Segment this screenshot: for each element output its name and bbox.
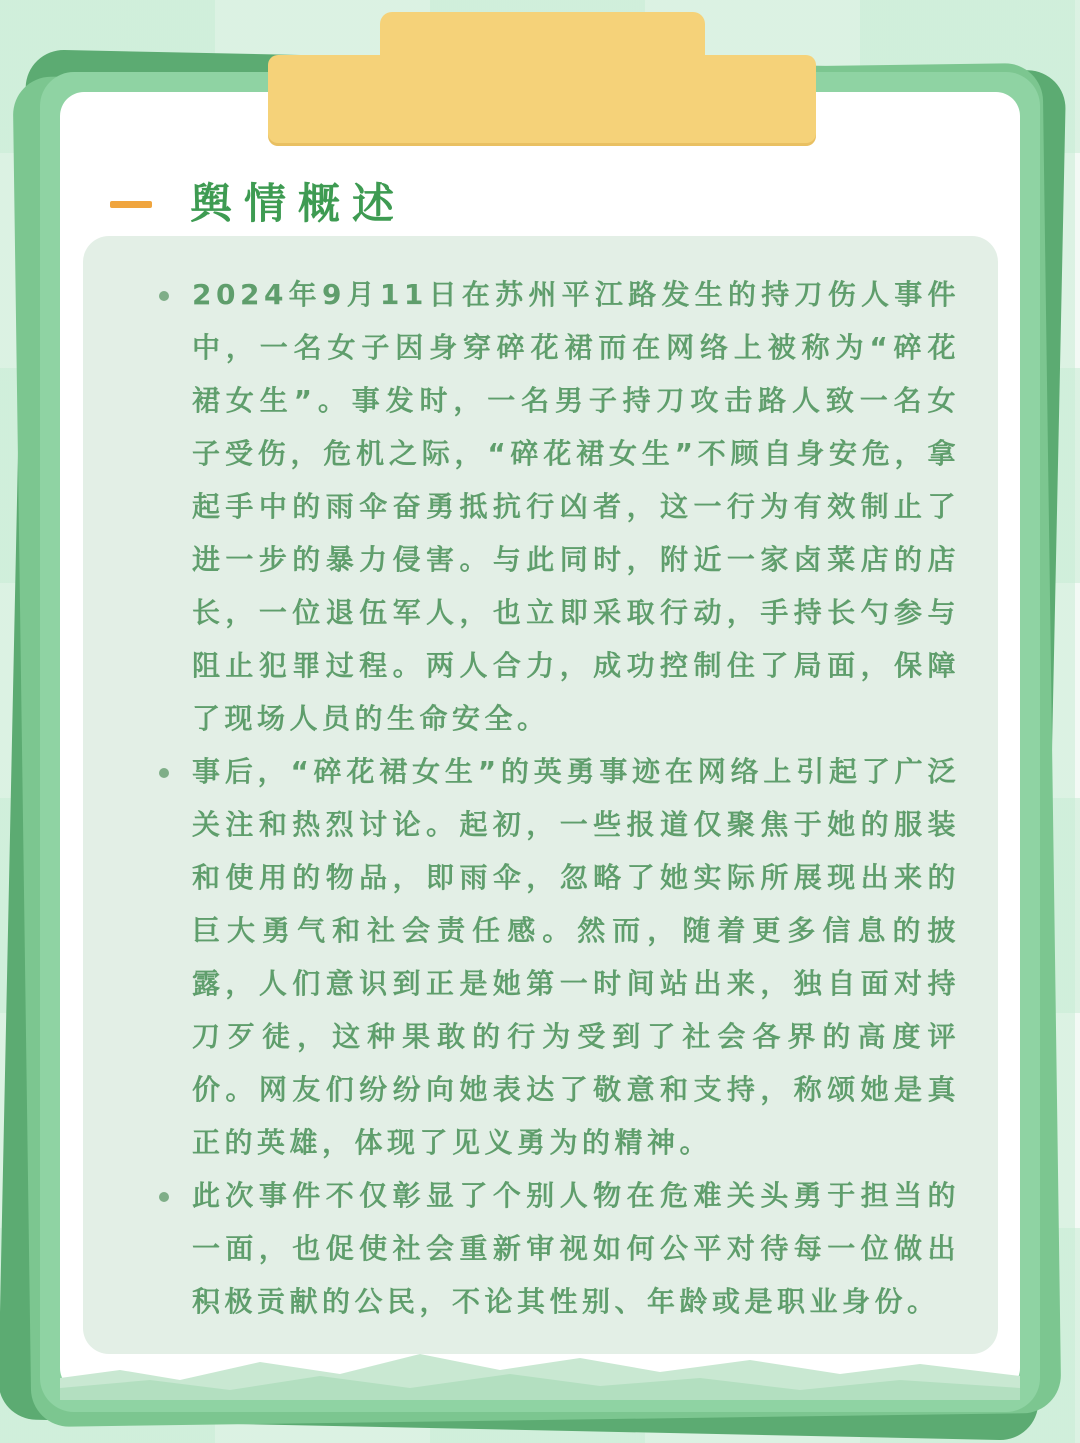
list-item: [150, 268, 960, 745]
bullet-icon: [159, 1192, 169, 1202]
page-title: 舆情概述: [190, 179, 407, 228]
list-item-text: 2024年9月11日在苏州平江路发生的持刀伤人事件中，一名女子因身穿碎花裙而在网络上被称为“碎花裙女生”。事发时，一名男子持刀攻击路人致一名女子受伤，危机之际，“碎花裙女生”不顾自身安危，拿起手中的雨伞奋勇抵抗行凶者，这一行为有效制止了进一步的暴力侵害。与此同时，附近一家卤菜店的店长，一位退伍军人，也立即采取行动，手持长勺参与阻止犯罪过程。两人合力，成功控制住了局面，保障了现场人员的生命安全。: [192, 278, 960, 735]
clipboard-clip-base: [268, 55, 816, 143]
bullet-icon: [159, 291, 169, 301]
list-item-text: 此次事件不仅彰显了个别人物在危难关头勇于担当的一面，也促使社会重新审视如何公平对待每一位做出积极贡献的公民，不论其性别、年龄或是职业身份。: [192, 1179, 960, 1318]
bullet-icon: [159, 768, 169, 778]
summary-list: [150, 268, 960, 1328]
list-item: [150, 1169, 960, 1328]
mountain-decoration-icon: [60, 1340, 1020, 1400]
list-item: [150, 745, 960, 1169]
title-dash-icon: [110, 201, 152, 208]
list-item-text: 事后，“碎花裙女生”的英勇事迹在网络上引起了广泛关注和热烈讨论。起初，一些报道仅聚焦于她的服装和使用的物品，即雨伞，忽略了她实际所展现出来的巨大勇气和社会责任感。然而，随着更多信息的披露，人们意识到正是她第一时间站出来，独自面对持刀歹徒，这种果敢的行为受到了社会各界的高度评价。网友们纷纷向她表达了敬意和支持，称颂她是真正的英雄，体现了见义勇为的精神。: [192, 755, 960, 1159]
